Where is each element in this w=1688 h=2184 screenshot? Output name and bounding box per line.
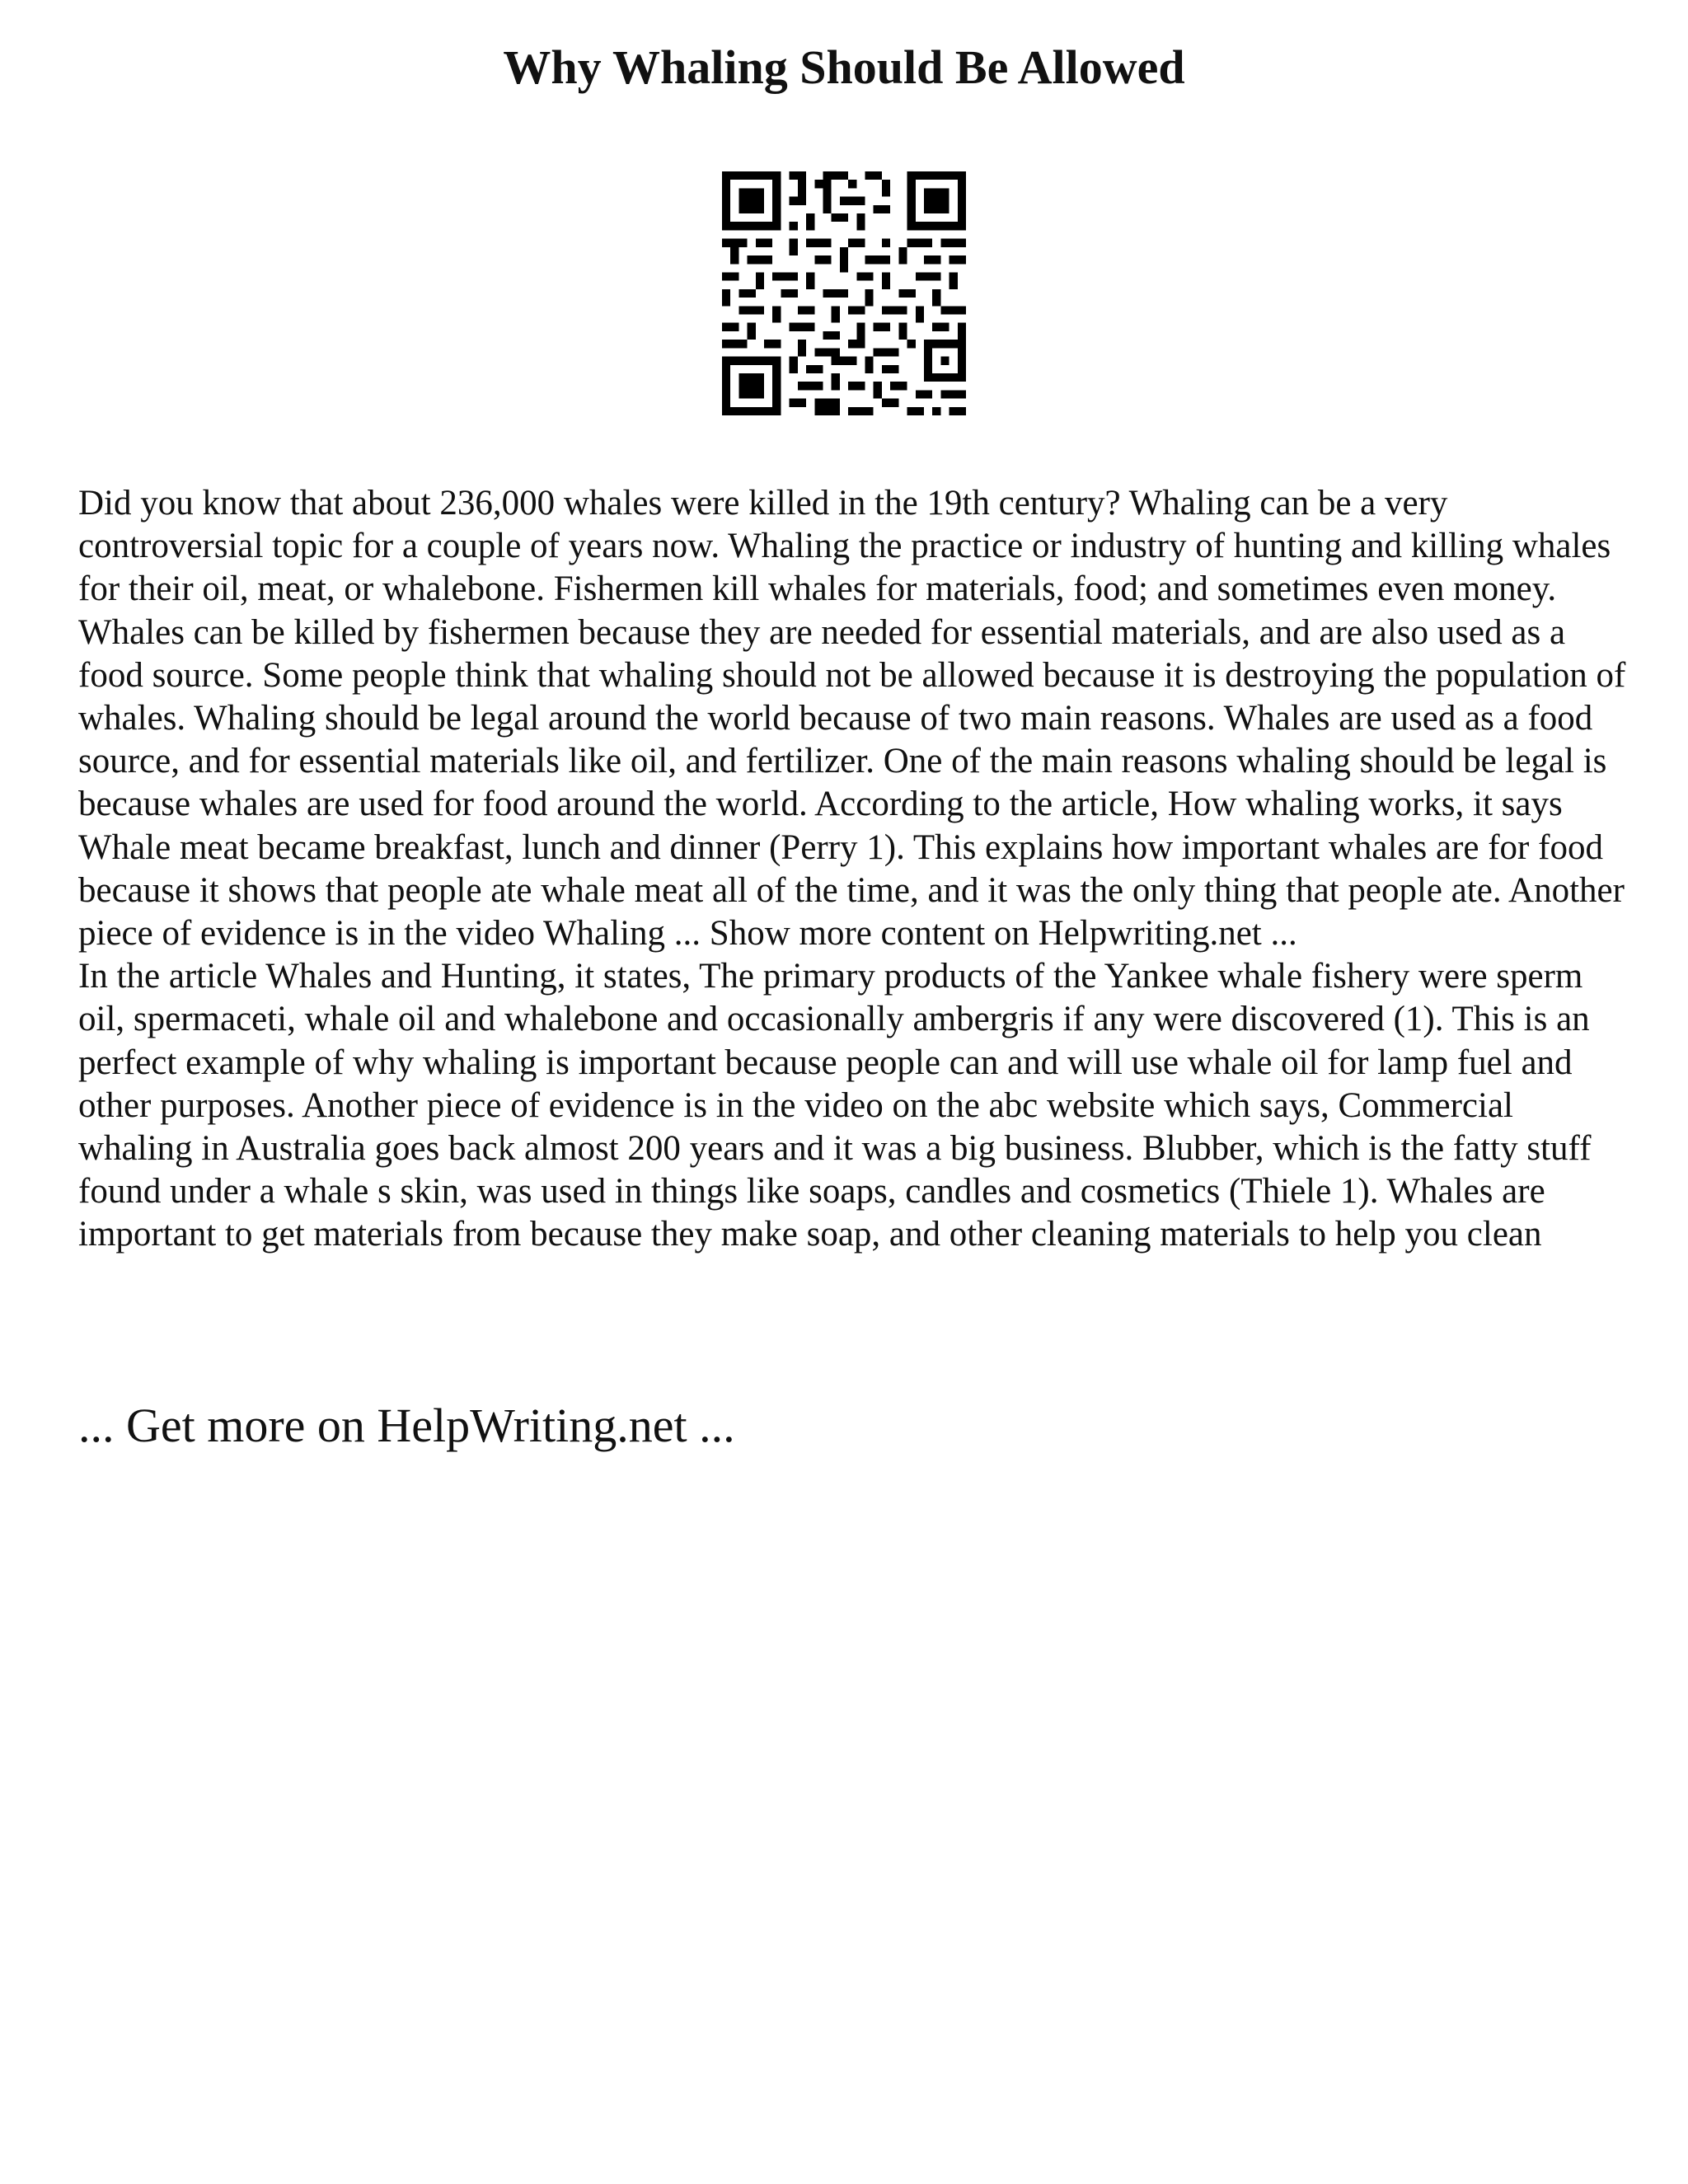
article-paragraph: Did you know that about 236,000 whales were killed in the 19th century? Whaling can be a very controversial topic for a couple of years now. Whaling the practice or industry of hunting and killing whales for their oil, meat, or whalebone. Fishermen kill whales for materials, food; and sometimes even money. Whales can be killed by fishermen because they are needed for essential materials, and are also used as a food source. Some people think that whaling should not be allowed because it is destroying the population of whales. Whaling should be legal around the world because of two main reasons. Whales are used as a food source, and for essential materials like oil, and fertilizer. One of the main reasons whaling should be legal is because whales are used for food around the world. According to the article, How whaling works, it says Whale meat became breakfast, lunch and dinner (Perry 1). This explains how important whales are for food because it shows that people ate whale meat all of the time, and it was the only thing that people ate. Another piece of evidence is in the video Whaling ... Show more content on Helpwriting.net ... [78, 484, 1626, 954]
article-paragraph: In the article Whales and Hunting, it states, The primary products of the Yankee whale fishery were sperm oil, spermaceti, whale oil and whalebone and occasionally ambergris if any were discovered (1). This is an perfect example of why whaling is important because people can and will use whale oil for lamp fuel and other purposes. Another piece of evidence is in the video on the abc website which says, Commercial whaling in Australia goes back almost 200 years and it was a big business. Blubber, which is the fatty stuff found under a whale s skin, was used in things like soaps, candles and cosmetics (Thiele 1). Whales are important to get materials from because they make soap, and other cleaning materials to help you clean [78, 957, 1592, 1254]
qr-code-icon [722, 171, 966, 415]
article-body [78, 482, 1632, 1257]
page-title: Why Whaling Should Be Allowed [503, 40, 1185, 94]
get-more-link[interactable]: ... Get more on HelpWriting.net ... [78, 1399, 735, 1452]
